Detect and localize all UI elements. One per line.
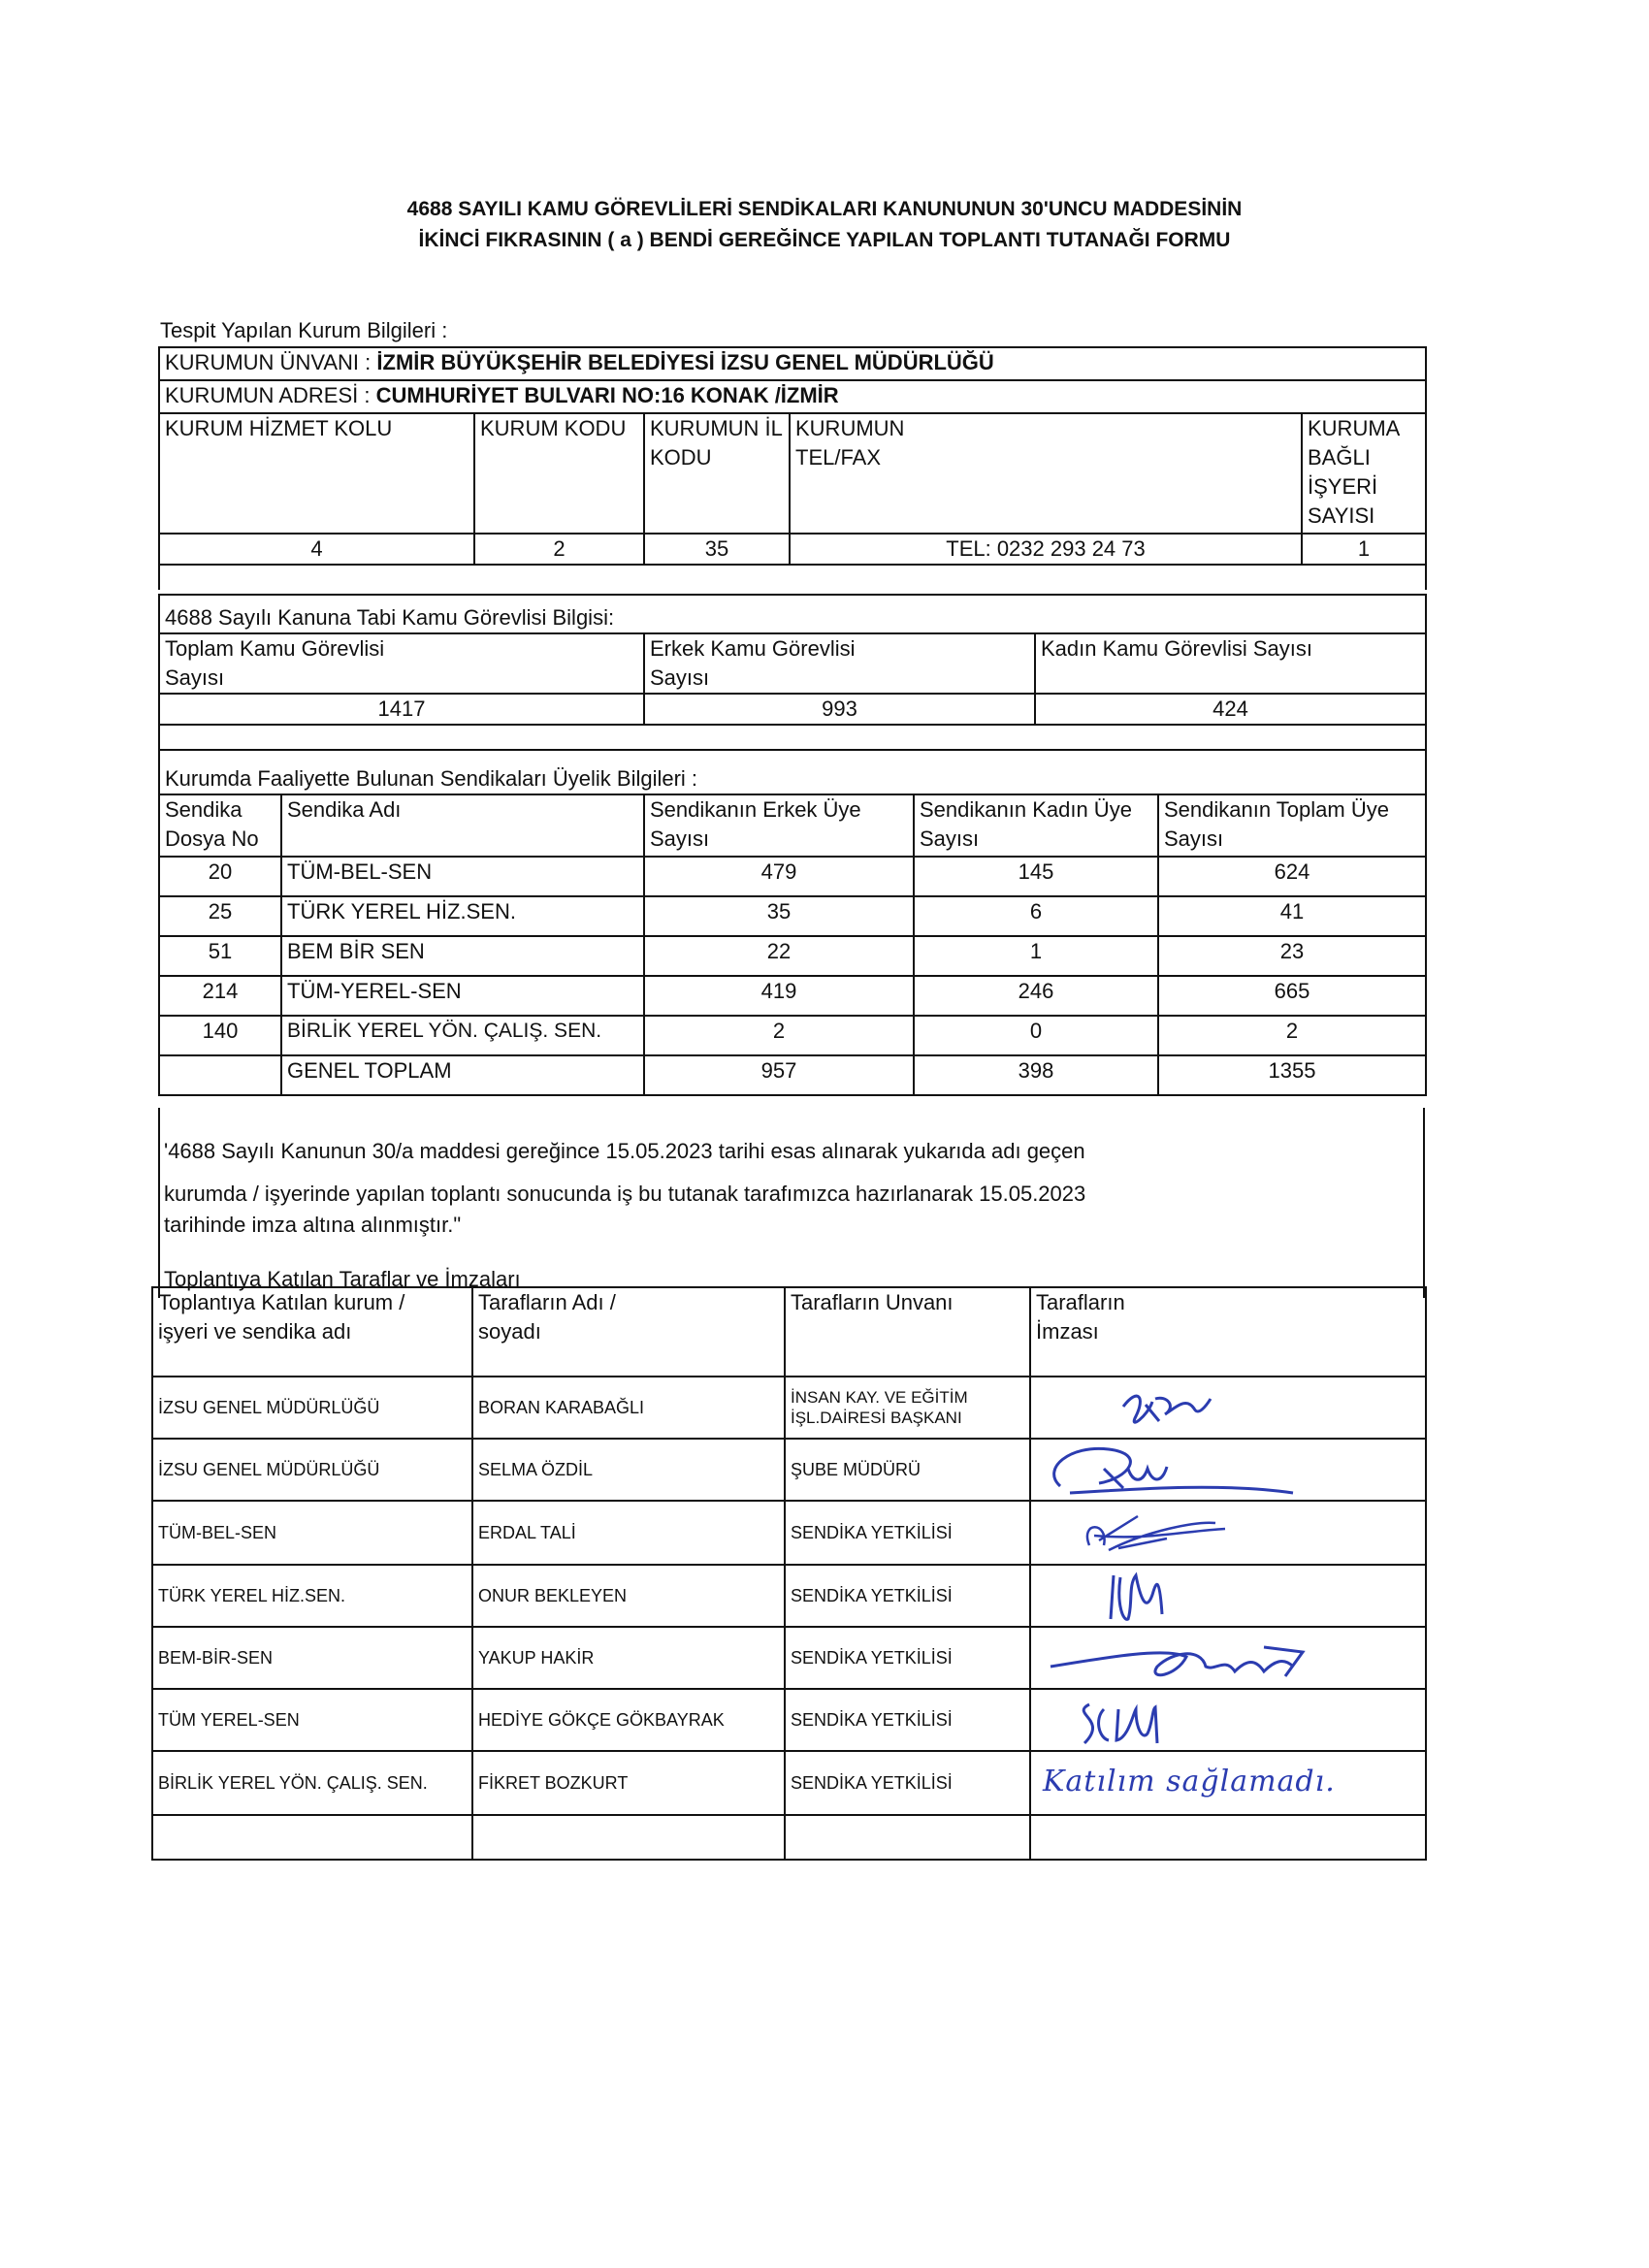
grand-total-row [159, 1055, 1426, 1095]
service-branch-value: 4 [159, 534, 474, 565]
grand-total-all: 1355 [1158, 1055, 1426, 1095]
union-male-count: 22 [644, 936, 914, 976]
signatory-org: İZSU GENEL MÜDÜRLÜĞÜ [152, 1377, 472, 1439]
signatory-title: SENDİKA YETKİLİSİ [785, 1565, 1030, 1627]
table-row [159, 936, 1426, 976]
signature-image [1031, 1377, 1419, 1439]
signatory-org: TÜRK YEREL HİZ.SEN. [152, 1565, 472, 1627]
union-total-count: 2 [1158, 1016, 1426, 1055]
signatory-name: ERDAL TALİ [472, 1501, 785, 1565]
table-row [152, 1565, 1426, 1627]
empty-cell [1030, 1815, 1426, 1860]
col-union-name-header: Sendika Adı [281, 794, 644, 857]
handwritten-note: Katılım sağlamadı. [1043, 1765, 1336, 1798]
signature-image [1031, 1440, 1419, 1501]
form-title-line-1: 4688 SAYILI KAMU GÖREVLİLERİ SENDİKALARI KANUNUNUN 30'UNCU MADDESİNİN [406, 198, 1243, 220]
total-employees-value: 1417 [159, 694, 644, 725]
handwritten-note-cell [1030, 1751, 1426, 1815]
employees-caption: 4688 Sayılı Kanuna Tabi Kamu Görevlisi Bilgisi: [159, 595, 1426, 633]
grand-total-empty-cell [159, 1055, 281, 1095]
union-file-no: 51 [159, 936, 281, 976]
signatory-org: İZSU GENEL MÜDÜRLÜĞÜ [152, 1439, 472, 1501]
grand-total-label: GENEL TOPLAM [281, 1055, 644, 1095]
institution-caption: Tespit Yapılan Kurum Bilgileri : [160, 318, 448, 342]
empty-cell [152, 1815, 472, 1860]
signatory-name: BORAN KARABAĞLI [472, 1377, 785, 1439]
signatory-org: BİRLİK YEREL YÖN. ÇALIŞ. SEN. [152, 1751, 472, 1815]
table-row [152, 1815, 1426, 1860]
signature-cell [1030, 1627, 1426, 1689]
signatory-org: BEM-BİR-SEN [152, 1627, 472, 1689]
union-file-no: 20 [159, 857, 281, 896]
grand-total-male: 957 [644, 1055, 914, 1095]
col-female-employees-header: Kadın Kamu Görevlisi Sayısı [1035, 633, 1426, 694]
col-workplace-count-header: KURUMA BAĞLI İŞYERİ SAYISI [1302, 413, 1426, 534]
signatory-title: ŞUBE MÜDÜRÜ [785, 1439, 1030, 1501]
female-employees-value: 424 [1035, 694, 1426, 725]
institution-address-label: KURUMUN ADRESİ : [165, 383, 371, 407]
unions-table [158, 749, 1427, 1096]
col-province-code-header: KURUMUN İL KODU [644, 413, 790, 534]
union-file-no: 214 [159, 976, 281, 1016]
union-name: TÜM-BEL-SEN [281, 857, 644, 896]
institution-address-value: CUMHURİYET BULVARI NO:16 KONAK /İZMİR [375, 383, 839, 407]
statement-box [158, 1108, 1425, 1298]
institution-code-value: 2 [474, 534, 644, 565]
table-row [159, 976, 1426, 1016]
institution-name-value: İZMİR BÜYÜKŞEHİR BELEDİYESİ İZSU GENEL MÜDÜRLÜĞÜ [376, 350, 994, 374]
col-union-female-header: Sendikanın Kadın Üye Sayısı [914, 794, 1158, 857]
signatory-org: TÜM YEREL-SEN [152, 1689, 472, 1751]
institution-address-row [159, 380, 1426, 413]
union-name: TÜM-YEREL-SEN [281, 976, 644, 1016]
institution-name-label: KURUMUN ÜNVANI : [165, 350, 372, 374]
institution-name-row [159, 347, 1426, 380]
signatory-name: YAKUP HAKİR [472, 1627, 785, 1689]
employees-table [158, 594, 1427, 750]
table-row [159, 857, 1426, 896]
union-total-count: 624 [1158, 857, 1426, 896]
col-person-header: Tarafların Adı / soyadı [472, 1287, 785, 1377]
union-female-count: 1 [914, 936, 1158, 976]
table-row [152, 1439, 1426, 1501]
signatory-name: HEDİYE GÖKÇE GÖKBAYRAK [472, 1689, 785, 1751]
grand-total-female: 398 [914, 1055, 1158, 1095]
union-female-count: 6 [914, 896, 1158, 936]
signature-image [1031, 1690, 1419, 1751]
union-file-no: 140 [159, 1016, 281, 1055]
col-service-branch-header: KURUM HİZMET KOLU [159, 413, 474, 534]
institution-table [158, 346, 1427, 590]
col-org-header: Toplantıya Katılan kurum / işyeri ve sendika adı [152, 1287, 472, 1377]
union-name: BİRLİK YEREL YÖN. ÇALIŞ. SEN. [281, 1016, 644, 1055]
signatory-title: SENDİKA YETKİLİSİ [785, 1627, 1030, 1689]
signature-image [1031, 1502, 1419, 1565]
statement-line-3: tarihinde imza altına alınmıştır." [164, 1213, 462, 1237]
signature-cell [1030, 1689, 1426, 1751]
union-male-count: 479 [644, 857, 914, 896]
union-male-count: 2 [644, 1016, 914, 1055]
signatory-title: SENDİKA YETKİLİSİ [785, 1751, 1030, 1815]
signature-image [1031, 1628, 1419, 1689]
union-female-count: 0 [914, 1016, 1158, 1055]
spacer-row [159, 725, 1426, 750]
union-file-no: 25 [159, 896, 281, 936]
table-row [152, 1377, 1426, 1439]
form-title-line-2: İKİNCİ FIKRASININ ( a ) BENDİ GEREĞİNCE YAPILAN TOPLANTI TUTANAĞI FORMU [418, 229, 1231, 251]
col-phone-fax-header: KURUMUN TEL/FAX [790, 413, 1302, 534]
signatory-title: SENDİKA YETKİLİSİ [785, 1689, 1030, 1751]
signatories-table [151, 1286, 1427, 1861]
union-total-count: 41 [1158, 896, 1426, 936]
union-total-count: 23 [1158, 936, 1426, 976]
signature-cell [1030, 1439, 1426, 1501]
signatory-title: SENDİKA YETKİLİSİ [785, 1501, 1030, 1565]
table-row [152, 1627, 1426, 1689]
table-row [159, 1016, 1426, 1055]
union-female-count: 246 [914, 976, 1158, 1016]
signatories-caption: Toplantıya Katılan Taraflar ve İmzaları [164, 1267, 521, 1291]
signatory-name: ONUR BEKLEYEN [472, 1565, 785, 1627]
col-title-header: Tarafların Unvanı [785, 1287, 1030, 1377]
col-union-male-header: Sendikanın Erkek Üye Sayısı [644, 794, 914, 857]
union-name: BEM BİR SEN [281, 936, 644, 976]
col-signature-header: Tarafların İmzası [1030, 1287, 1426, 1377]
col-union-total-header: Sendikanın Toplam Üye Sayısı [1158, 794, 1426, 857]
signature-image [1031, 1566, 1419, 1627]
signature-cell [1030, 1565, 1426, 1627]
col-male-employees-header: Erkek Kamu Görevlisi Sayısı [644, 633, 1035, 694]
statement-line-2: kurumda / işyerinde yapılan toplantı sonucunda iş bu tutanak tarafımızca hazırlanarak 15.05.2023 [164, 1182, 1086, 1206]
signatory-name: FİKRET BOZKURT [472, 1751, 785, 1815]
col-total-employees-header: Toplam Kamu Görevlisi Sayısı [159, 633, 644, 694]
table-row [152, 1689, 1426, 1751]
col-union-file-header: Sendika Dosya No [159, 794, 281, 857]
signatory-title: İNSAN KAY. VE EĞİTİM İŞL.DAİRESİ BAŞKANI [785, 1377, 1030, 1439]
signature-cell [1030, 1501, 1426, 1565]
table-row [159, 896, 1426, 936]
union-male-count: 35 [644, 896, 914, 936]
spacer-row [159, 565, 1426, 590]
unions-caption: Kurumda Faaliyette Bulunan Sendikaları Üyelik Bilgileri : [159, 750, 1426, 794]
table-row [152, 1501, 1426, 1565]
phone-fax-value: TEL: 0232 293 24 73 [790, 534, 1302, 565]
male-employees-value: 993 [644, 694, 1035, 725]
signatory-org: TÜM-BEL-SEN [152, 1501, 472, 1565]
table-row [152, 1751, 1426, 1815]
union-name: TÜRK YEREL HİZ.SEN. [281, 896, 644, 936]
statement-line-1: '4688 Sayılı Kanunun 30/a maddesi gereğince 15.05.2023 tarihi esas alınarak yukarıda adı geçen [164, 1139, 1085, 1163]
signatory-name: SELMA ÖZDİL [472, 1439, 785, 1501]
empty-cell [785, 1815, 1030, 1860]
workplace-count-value: 1 [1302, 534, 1426, 565]
union-female-count: 145 [914, 857, 1158, 896]
empty-cell [472, 1815, 785, 1860]
province-code-value: 35 [644, 534, 790, 565]
signature-cell [1030, 1377, 1426, 1439]
union-total-count: 665 [1158, 976, 1426, 1016]
union-male-count: 419 [644, 976, 914, 1016]
col-institution-code-header: KURUM KODU [474, 413, 644, 534]
